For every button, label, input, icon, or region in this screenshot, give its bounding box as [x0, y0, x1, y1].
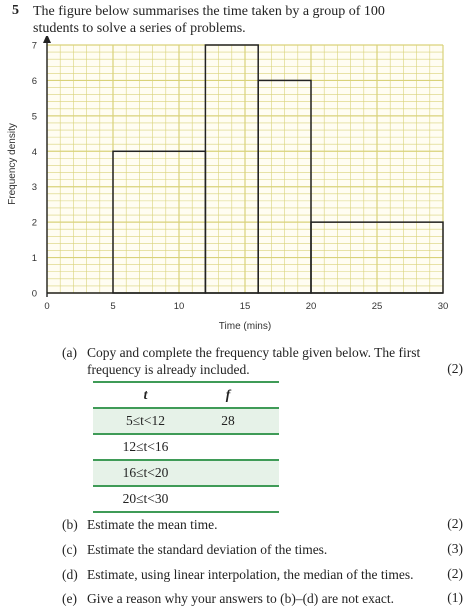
x-tick-label: 30: [437, 301, 449, 312]
x-tick-label: 10: [173, 301, 185, 312]
y-tick-label: 7: [31, 40, 37, 52]
part-e-label: (e): [62, 591, 77, 606]
table-rule: [93, 433, 279, 435]
part-d-label: (d): [62, 567, 78, 582]
frequency-table: [93, 382, 279, 512]
part-c: [62, 541, 327, 558]
table-row: [93, 460, 279, 486]
table-header-f: f: [225, 387, 231, 402]
part-e-marks: (1): [447, 590, 463, 605]
part-a-marks: (2): [447, 361, 463, 376]
x-tick-label: 25: [371, 301, 383, 312]
intro-line-2: students to solve a series of problems.: [33, 21, 246, 36]
part-a: [62, 344, 452, 378]
table-cell-f: 28: [221, 413, 235, 428]
part-d-text: Estimate, using linear interpolation, the median of the times.: [87, 567, 414, 582]
x-tick-label: 20: [305, 301, 317, 312]
table-cell-t: 20≤t<30: [122, 491, 169, 506]
y-tick-label: 5: [31, 111, 37, 123]
table-cell-t: 12≤t<16: [122, 439, 169, 454]
table-row: [93, 434, 279, 460]
part-a-line-1: Copy and complete the frequency table given below. The first: [87, 345, 421, 360]
part-b: [62, 516, 217, 533]
x-axis-label: Time (mins): [218, 321, 272, 332]
part-c-text: Estimate the standard deviation of the times.: [87, 542, 328, 557]
part-c-marks: (3): [447, 541, 463, 556]
part-d: [62, 566, 414, 583]
part-a-label: (a): [62, 345, 77, 360]
x-tick-label: 0: [44, 301, 50, 312]
y-axis-label: Frequency density: [7, 123, 18, 205]
table-cell-t: 16≤t<20: [122, 465, 169, 480]
question-number: 5: [12, 3, 19, 18]
y-tick-label: 6: [31, 75, 37, 87]
part-b-label: (b): [62, 517, 78, 532]
y-tick-label: 2: [31, 217, 37, 229]
part-b-text: Estimate the mean time.: [87, 517, 218, 532]
table-row: [93, 486, 279, 512]
y-tick-label: 4: [31, 146, 37, 158]
question-intro: [33, 3, 453, 37]
part-b-marks: (2): [447, 516, 463, 531]
table-row: [93, 408, 279, 434]
table-bottom-rule: [93, 511, 279, 513]
part-a-line-2: frequency is already included.: [87, 362, 250, 377]
histogram-chart: [0, 36, 471, 336]
x-tick-label: 15: [239, 301, 251, 312]
table-rule: [93, 407, 279, 409]
y-tick-label: 0: [31, 288, 37, 300]
y-tick-label: 3: [31, 182, 37, 194]
y-axis-arrow: [43, 36, 51, 43]
table-rule: [93, 485, 279, 487]
y-tick-label: 1: [31, 253, 37, 265]
part-d-marks: (2): [447, 566, 463, 581]
part-e: [62, 590, 394, 607]
x-tick-label: 5: [110, 301, 116, 312]
table-cell-t: 5≤t<12: [125, 413, 166, 428]
intro-line-1: The figure below summarises the time taken by a group of 100: [33, 4, 385, 19]
table-header-t: t: [143, 387, 148, 402]
table-rule: [93, 459, 279, 461]
part-c-label: (c): [62, 542, 77, 557]
part-e-text: Give a reason why your answers to (b)–(d) are not exact.: [87, 591, 395, 606]
table-header-row: [93, 382, 279, 408]
